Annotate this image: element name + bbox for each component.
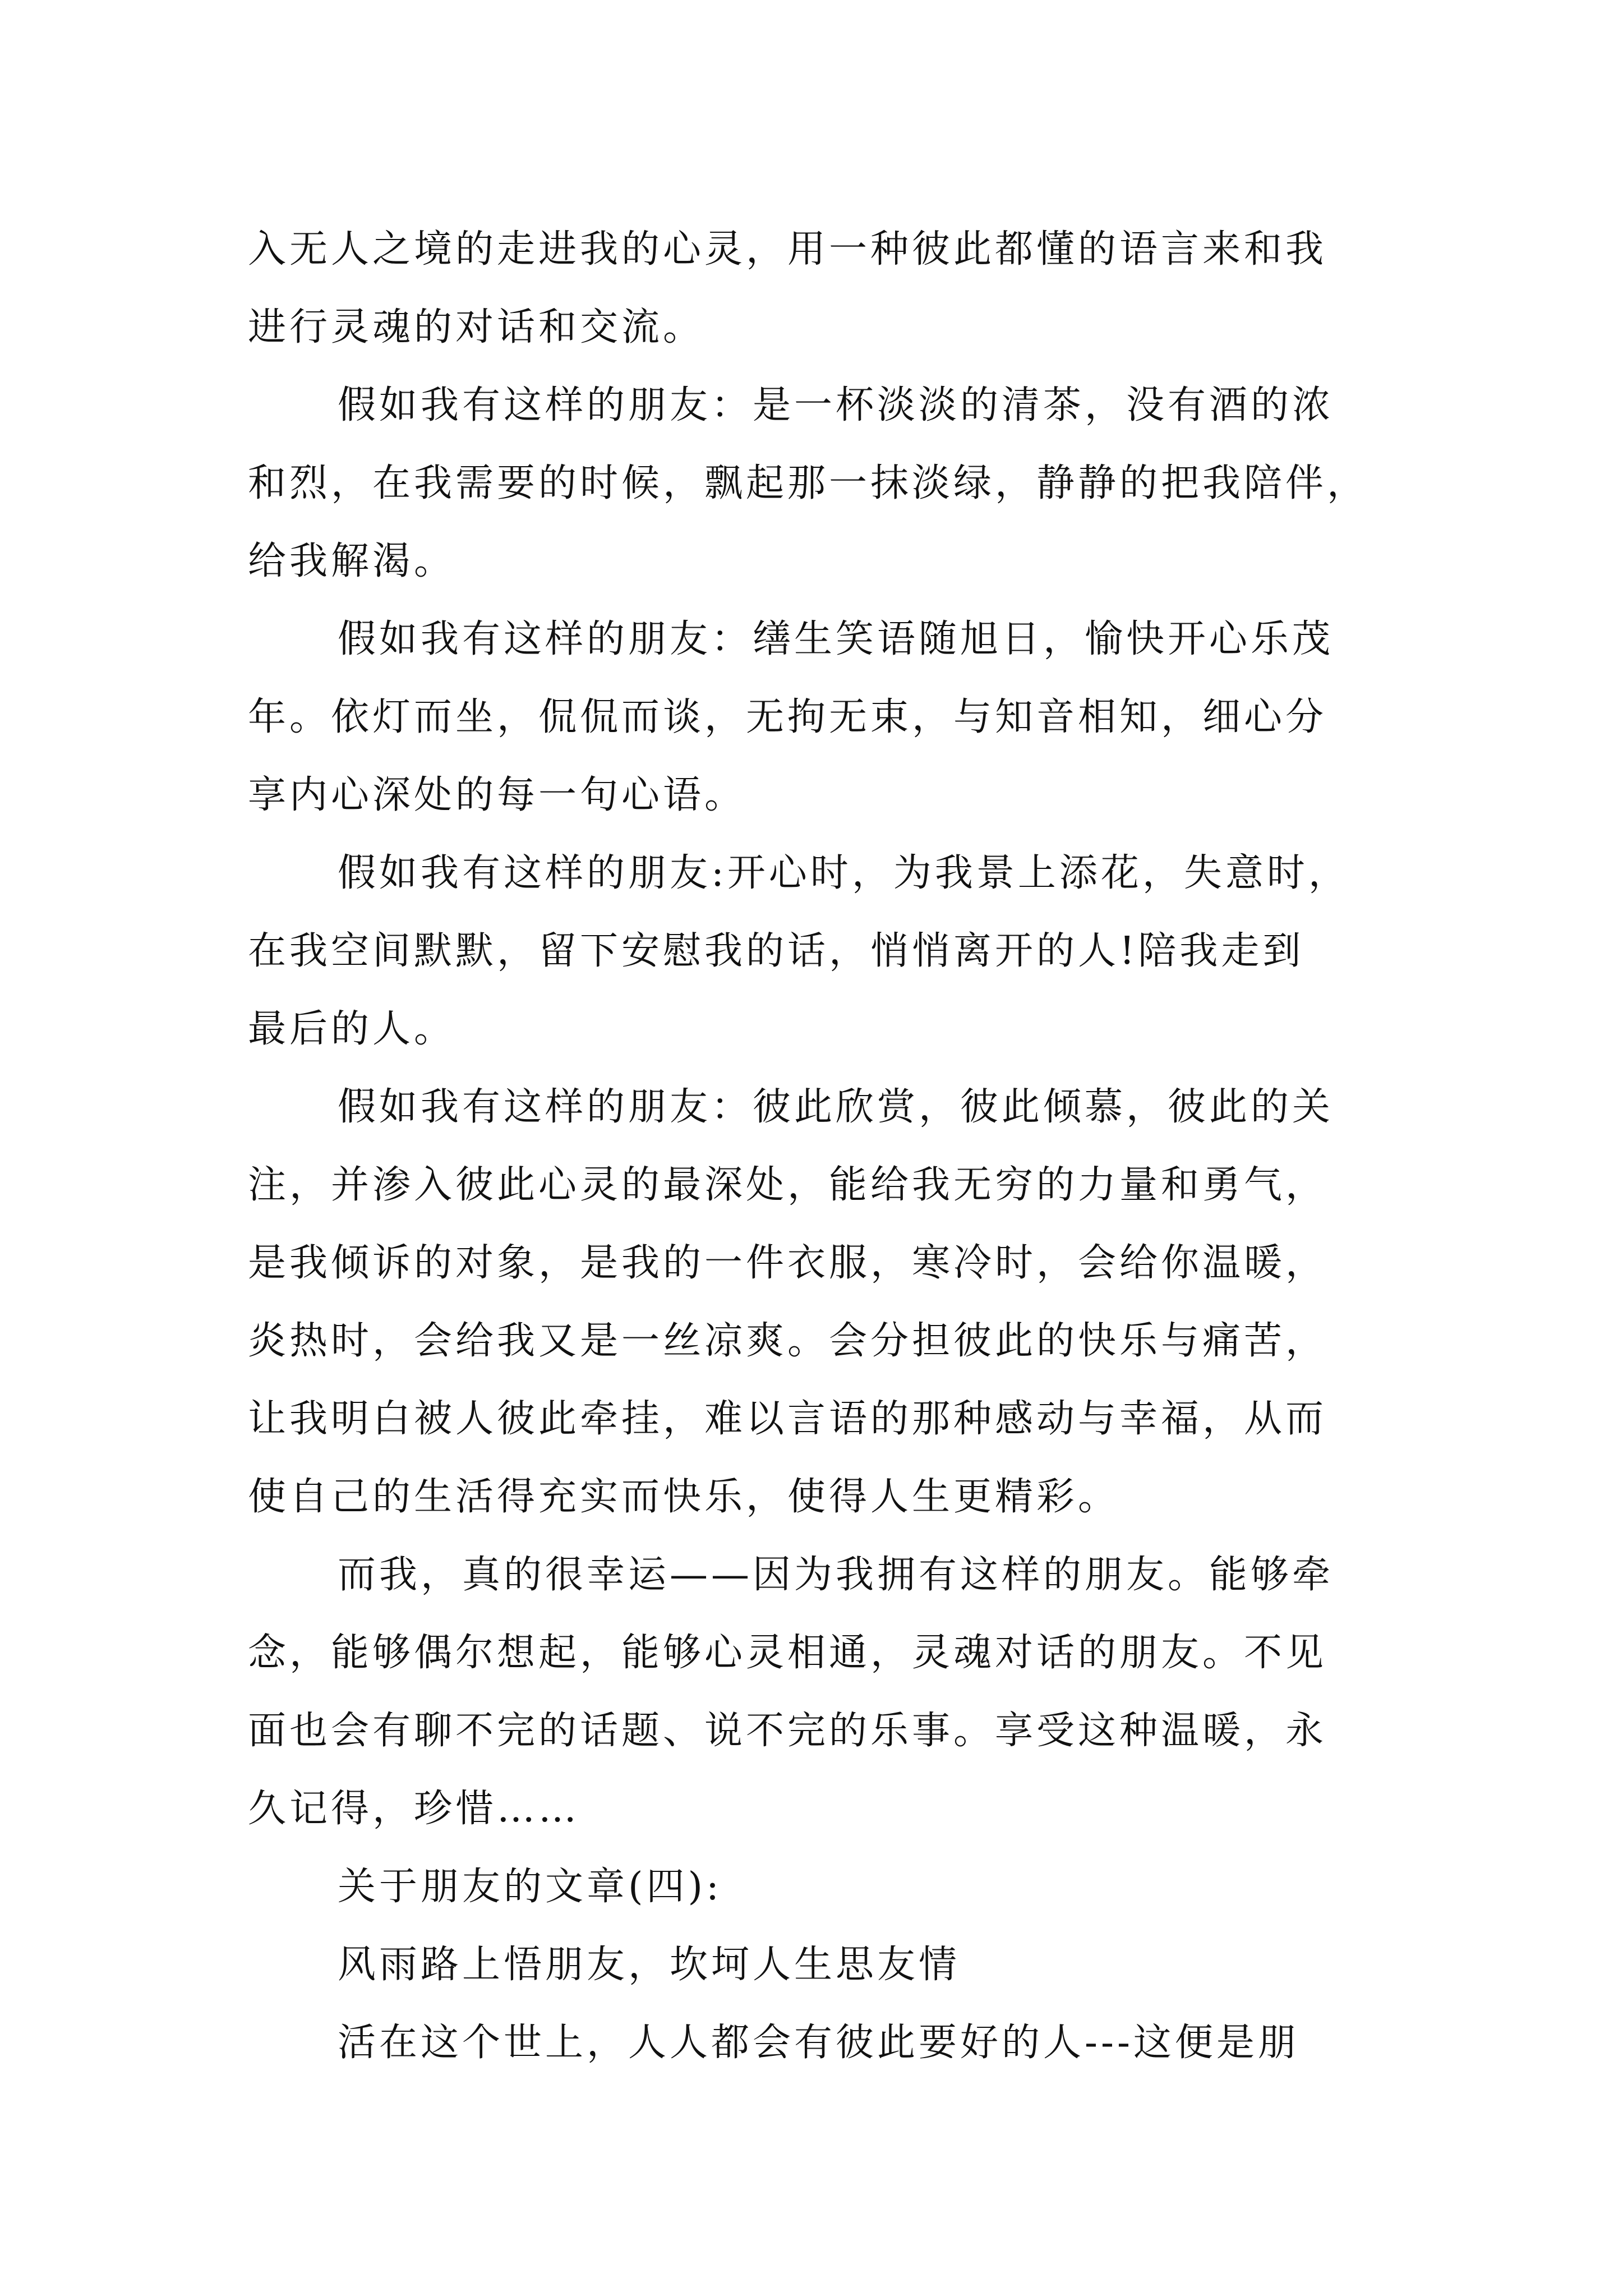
article-title: 风雨路上悟朋友，坎坷人生思友情 xyxy=(338,1943,961,1987)
paragraph-start-line: 假如我有这样的朋友:开心时，为我景上添花，失意时， xyxy=(338,851,1350,895)
text-line: 年。依灯而坐，侃侃而谈，无拘无束，与知音相知，细心分 xyxy=(248,695,1327,739)
paragraph-start-line: 假如我有这样的朋友：缮生笑语随旭日，愉快开心乐茂 xyxy=(338,617,1334,661)
text-line: 炎热时，会给我又是一丝凉爽。会分担彼此的快乐与痛苦， xyxy=(248,1319,1327,1363)
text-line: 享内心深处的每一句心语。 xyxy=(248,773,746,817)
paragraph-start-line: 假如我有这样的朋友：是一杯淡淡的清茶，没有酒的浓 xyxy=(338,383,1334,427)
text-line: 面也会有聊不完的话题、说不完的乐事。享受这种温暖，永 xyxy=(248,1709,1327,1753)
document-body xyxy=(248,210,1386,2082)
text-line: 让我明白被人彼此牵挂，难以言语的那种感动与幸福，从而 xyxy=(248,1397,1327,1441)
text-line: 在我空间默默，留下安慰我的话，悄悄离开的人!陪我走到 xyxy=(248,929,1304,973)
text-line: 久记得，珍惜…… xyxy=(248,1787,580,1831)
text-line: 和烈，在我需要的时候，飘起那一抹淡绿，静静的把我陪伴， xyxy=(248,461,1369,505)
text-line: 最后的人。 xyxy=(248,1007,456,1051)
text-line: 给我解渴。 xyxy=(248,539,456,583)
text-line: 是我倾诉的对象，是我的一件衣服，寒冷时，会给你温暖， xyxy=(248,1241,1327,1285)
paragraph-start-line: 活在这个世上，人人都会有彼此要好的人---这便是朋 xyxy=(338,2021,1299,2065)
paragraph-start-line: 而我，真的很幸运——因为我拥有这样的朋友。能够牵 xyxy=(338,1553,1334,1597)
text-line: 注，并渗入彼此心灵的最深处，能给我无穷的力量和勇气， xyxy=(248,1163,1327,1207)
text-line: 念，能够偶尔想起，能够心灵相通，灵魂对话的朋友。不见 xyxy=(248,1631,1327,1675)
section-heading: 关于朋友的文章(四): xyxy=(338,1865,722,1909)
text-line: 使自己的生活得充实而快乐，使得人生更精彩。 xyxy=(248,1475,1120,1519)
text-line: 进行灵魂的对话和交流。 xyxy=(248,305,705,349)
text-line: 入无人之境的走进我的心灵，用一种彼此都懂的语言来和我 xyxy=(248,227,1327,272)
paragraph-start-line: 假如我有这样的朋友：彼此欣赏，彼此倾慕，彼此的关 xyxy=(338,1085,1334,1129)
